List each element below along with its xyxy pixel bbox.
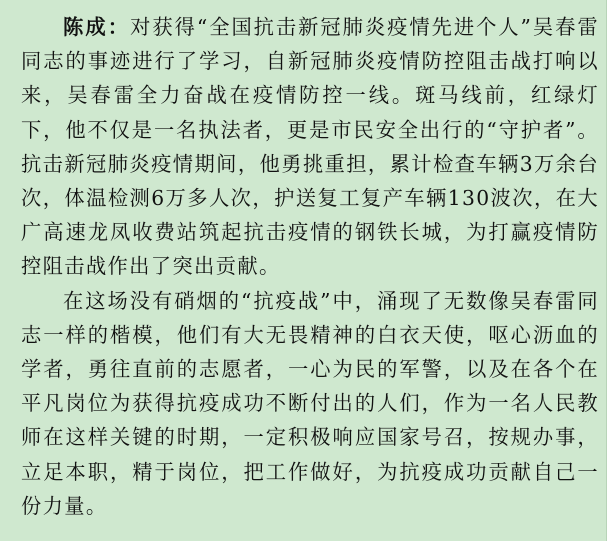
paragraph-2: [21, 284, 599, 523]
paragraph-1-text: 对获得“全国抗击新冠肺炎疫情先进个人”吴春雷同志的事迹进行了学习，自新冠肺炎疫情防控阻击战打响以来，吴春雷全力奋战在疫情防控一线。斑马线前，红绿灯下，他不仅是一名执法者，更是市民安全出行的“守护者”。抗击新冠肺炎疫情期间，他勇挑重担，累计检查车辆3万余台次，体温检测6万多人次，护送复工复产车辆130波次，在大广高速龙凤收费站筑起抗击疫情的钢铁长城，为打赢疫情防控阻击战作出了突出贡献。: [21, 15, 599, 279]
speaker-name: 陈成：: [63, 15, 131, 39]
paragraph-2-text: 在这场没有硝烟的“抗疫战”中，涌现了无数像吴春雷同志一样的楷模，他们有大无畏精神的白衣天使，呕心沥血的学者，勇往直前的志愿者，一心为民的军警，以及在各个在平凡岗位为获得抗疫成功不断付出的人们，作为一名人民教师在这样关键的时期，一定积极响应国家号召，按规办事，立足本职，精于岗位，把工作做好，为抗疫成功贡献自己一份力量。: [21, 288, 599, 518]
paragraph-1: [21, 10, 599, 284]
